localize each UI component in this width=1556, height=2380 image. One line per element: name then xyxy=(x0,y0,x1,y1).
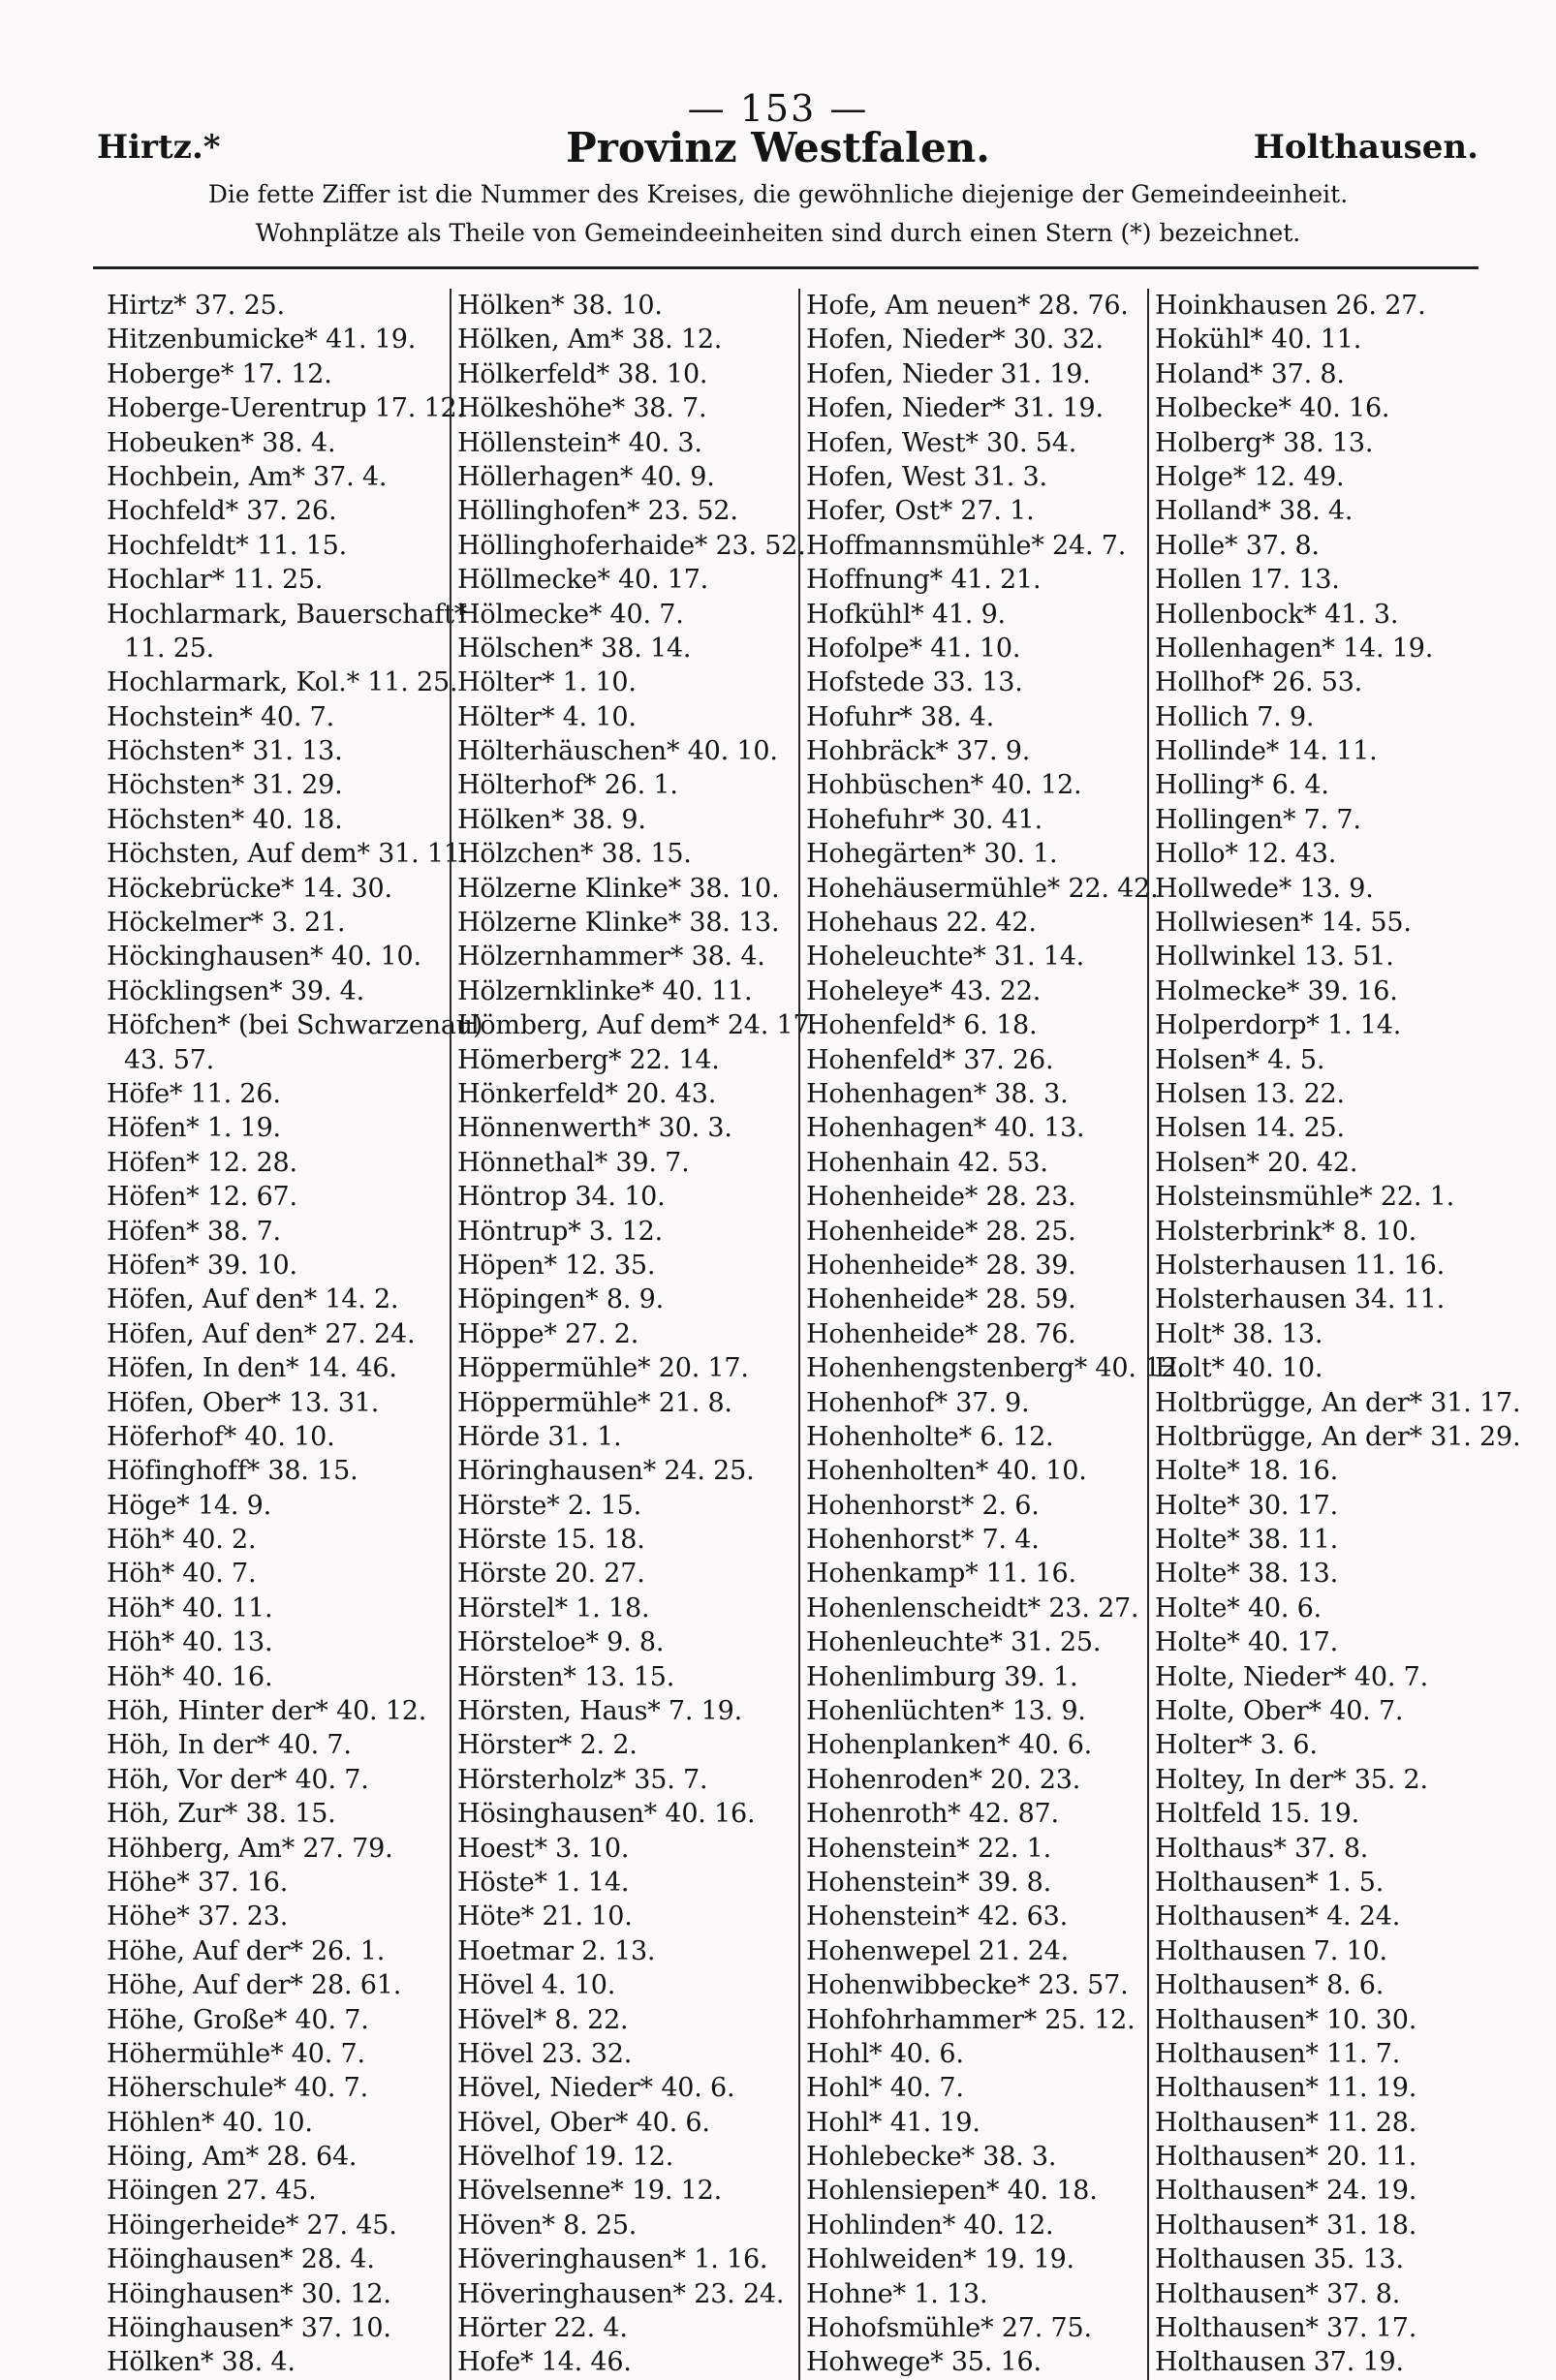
index-entry: Hörsten* 13. 15. xyxy=(457,1661,675,1692)
index-entry: Höh* 40. 11. xyxy=(107,1592,273,1623)
index-entry: Hohne* 1. 13. xyxy=(806,2278,988,2309)
page-number: — 153 — xyxy=(687,87,869,130)
index-entry: Höhermühle* 40. 7. xyxy=(107,2038,365,2069)
index-entry: Hohenhorst* 7. 4. xyxy=(806,1525,1040,1556)
index-entry: Hoest* 3. 10. xyxy=(457,1833,630,1864)
index-entry: Holte, Nieder* 40. 7. xyxy=(1155,1661,1429,1692)
index-entry: Holperdorp* 1. 14. xyxy=(1155,1010,1402,1041)
index-entry: Höhe* 37. 16. xyxy=(107,1867,289,1898)
index-entry: Holtfeld 15. 19. xyxy=(1155,1799,1360,1830)
explanation-line-2: Wohnplätze als Theile von Gemeindeeinheiten sind durch einen Stern (*) bezeichnet. xyxy=(255,219,1301,247)
index-entry: Hohenstein* 39. 8. xyxy=(806,1867,1052,1898)
index-entry: Holland* 38. 4. xyxy=(1155,496,1354,527)
index-entry: Höppermühle* 20. 17. xyxy=(457,1353,749,1384)
index-entry: Hohenhof* 37. 9. xyxy=(806,1387,1030,1418)
index-entry: Holsen* 20. 42. xyxy=(1155,1147,1358,1178)
index-entry: Hohenroden* 20. 23. xyxy=(806,1764,1081,1795)
index-entry: Holthausen* 4. 24. xyxy=(1155,1901,1401,1932)
index-entry: Hohbräck* 37. 9. xyxy=(806,736,1031,767)
index-entry: Hohenlüchten* 13. 9. xyxy=(806,1696,1086,1727)
index-entry: Holsterbrink* 8. 10. xyxy=(1155,1216,1416,1247)
index-entry: Hönnethal* 39. 7. xyxy=(457,1147,690,1178)
index-entry: Holte* 30. 17. xyxy=(1155,1490,1339,1521)
index-entry: Höfen, Ober* 13. 31. xyxy=(107,1387,380,1418)
index-entry: Hohenwibbecke* 23. 57. xyxy=(806,1970,1129,2001)
page-title: Provinz Westfalen. xyxy=(566,124,990,171)
index-entry: Holte* 40. 6. xyxy=(1155,1592,1323,1623)
index-entry: Hofen, West* 30. 54. xyxy=(806,427,1077,458)
index-entry: Hochlarmark, Bauerschaft* xyxy=(107,599,468,630)
index-entry: Hölzchen* 38. 15. xyxy=(457,839,692,870)
index-entry: Höven* 8. 25. xyxy=(457,2210,638,2241)
index-entry: Holthausen* 11. 7. xyxy=(1155,2038,1401,2069)
index-entry: Höchsten* 31. 13. xyxy=(107,736,343,767)
index-entry: Hölken* 38. 10. xyxy=(457,291,663,321)
index-entry: Hoberge* 17. 12. xyxy=(107,358,332,389)
index-entry: Hochstein* 40. 7. xyxy=(107,701,334,732)
header-rule xyxy=(93,266,1478,269)
index-entry: Hösinghausen* 40. 16. xyxy=(457,1799,756,1830)
index-entry: Höhberg, Am* 27. 79. xyxy=(107,1833,393,1864)
index-entry: Hölken, Am* 38. 12. xyxy=(457,325,723,355)
index-entry: Höh* 40. 2. xyxy=(107,1525,257,1556)
index-entry: Hofen, West 31. 3. xyxy=(806,461,1047,492)
index-entry: Holge* 12. 49. xyxy=(1155,461,1345,492)
index-entry: Hohenhagen* 38. 3. xyxy=(806,1078,1069,1109)
index-entry: Holthausen* 11. 19. xyxy=(1155,2073,1417,2104)
index-entry: Holberg* 38. 13. xyxy=(1155,427,1374,458)
index-column-1 xyxy=(101,289,483,2380)
index-entry: Hollo* 12. 43. xyxy=(1155,839,1337,870)
index-entry: Hohenholte* 6. 12. xyxy=(806,1421,1054,1452)
index-entry: Holthausen* 10. 30. xyxy=(1155,2004,1417,2035)
index-entry: Hörsten, Haus* 7. 19. xyxy=(457,1696,742,1727)
index-entry: Hitzenbumicke* 41. 19. xyxy=(107,325,417,355)
index-entry: Höhe* 37. 23. xyxy=(107,1901,289,1932)
index-entry: Hövelhof 19. 12. xyxy=(457,2142,674,2173)
index-entry: Höhe, Auf der* 26. 1. xyxy=(107,1935,386,1966)
index-entry: Hörsterholz* 35. 7. xyxy=(457,1764,708,1795)
index-entry: Hohbüschen* 40. 12. xyxy=(806,770,1082,801)
index-entry: Hochlar* 11. 25. xyxy=(107,565,324,596)
index-entry: Hoberge-Uerentrup 17. 12. xyxy=(107,393,465,424)
index-entry: Hoetmar 2. 13. xyxy=(457,1935,656,1966)
index-entry: Holte* 38. 13. xyxy=(1155,1559,1339,1590)
index-entry: Höcklingsen* 39. 4. xyxy=(107,975,365,1006)
index-entry: Höfen* 1. 19. xyxy=(107,1113,281,1144)
header-left-catchword: Hirtz.* xyxy=(97,128,221,167)
index-entry: Hofer, Ost* 27. 1. xyxy=(806,496,1035,527)
index-entry: Höfchen* (bei Schwarzenau) xyxy=(107,1010,483,1041)
index-entry: Holsen* 4. 5. xyxy=(1155,1044,1325,1075)
index-entry: Höfen* 38. 7. xyxy=(107,1216,281,1247)
index-entry: Holthausen* 20. 11. xyxy=(1155,2142,1417,2173)
index-entry: Hohenstein* 22. 1. xyxy=(806,1833,1052,1864)
index-entry: Hölmecke* 40. 7. xyxy=(457,599,684,630)
index-entry: Hollenbock* 41. 3. xyxy=(1155,599,1399,630)
index-entry: Holle* 37. 8. xyxy=(1155,530,1320,561)
index-entry: Holling* 6. 4. xyxy=(1155,770,1329,801)
index-entry: Hölter* 1. 10. xyxy=(457,667,637,698)
index-entry: Hölterhof* 26. 1. xyxy=(457,770,678,801)
index-entry: Hohenwepel 21. 24. xyxy=(806,1935,1069,1966)
index-entry: Hollingen* 7. 7. xyxy=(1155,804,1361,835)
index-entry: Holand* 37. 8. xyxy=(1155,358,1345,389)
index-entry: Hollich 7. 9. xyxy=(1155,701,1315,732)
index-entry: Holbecke* 40. 16. xyxy=(1155,393,1390,424)
index-entry: Höhe, Große* 40. 7. xyxy=(107,2004,369,2035)
index-entry: Hirtz* 37. 25. xyxy=(107,291,285,321)
index-entry: Hofe* 14. 46. xyxy=(457,2347,632,2378)
index-entry: Hohenhorst* 2. 6. xyxy=(806,1490,1040,1521)
index-entry: Höferhof* 40. 10. xyxy=(107,1421,335,1452)
index-entry: Holsen 13. 22. xyxy=(1155,1078,1345,1109)
index-entry: Hollwede* 13. 9. xyxy=(1155,873,1374,904)
index-entry: Hörste 15. 18. xyxy=(457,1525,645,1556)
index-entry: Hölzernhammer* 38. 4. xyxy=(457,942,765,973)
index-entry: Hokühl* 40. 11. xyxy=(1155,325,1362,355)
index-entry: Hohenlenscheidt* 23. 27. xyxy=(806,1592,1139,1623)
index-entry: Hoffmannsmühle* 24. 7. xyxy=(806,530,1127,561)
index-entry: Hohl* 40. 6. xyxy=(806,2038,964,2069)
index-entry: Hofen, Nieder* 31. 19. xyxy=(806,393,1104,424)
index-entry: Hohlebecke* 38. 3. xyxy=(806,2142,1057,2173)
index-entry: Hölzernklinke* 40. 11. xyxy=(457,975,753,1006)
index-entry: Höh* 40. 16. xyxy=(107,1661,273,1692)
index-entry: Höchsten* 40. 18. xyxy=(107,804,343,835)
index-entry: Höing, Am* 28. 64. xyxy=(107,2142,358,2173)
index-entry: Hölschen* 38. 14. xyxy=(457,633,692,664)
explanation-line-1: Die fette Ziffer ist die Nummer des Kreises, die gewöhnliche diejenige der Gemeindeeinheit. xyxy=(207,180,1349,208)
index-entry: Hofolpe* 41. 10. xyxy=(806,633,1021,664)
index-entry: Hobeuken* 38. 4. xyxy=(107,427,336,458)
index-entry: Hömerberg* 22. 14. xyxy=(457,1044,720,1075)
index-entry: Holte* 40. 17. xyxy=(1155,1627,1339,1658)
index-entry: 11. 25. xyxy=(124,633,215,664)
index-entry: Holsteinsmühle* 22. 1. xyxy=(1155,1182,1454,1213)
index-entry: Hohehäusermühle* 22. 42. xyxy=(806,873,1159,904)
index-entry: Hövelsenne* 19. 12. xyxy=(457,2176,723,2207)
index-entry: Höingen 27. 45. xyxy=(107,2176,317,2207)
index-entry: Hohl* 41. 19. xyxy=(806,2107,980,2138)
index-entry: Hohenheide* 28. 59. xyxy=(806,1284,1076,1315)
index-entry: Holtbrügge, An der* 31. 17. xyxy=(1155,1387,1521,1418)
index-entry: Hohenholten* 40. 10. xyxy=(806,1456,1087,1487)
index-entry: Hölzerne Klinke* 38. 13. xyxy=(457,908,780,939)
index-entry: Hörstel* 1. 18. xyxy=(457,1592,650,1623)
index-entry: Höfen* 12. 28. xyxy=(107,1147,297,1178)
index-entry: Höllmecke* 40. 17. xyxy=(457,565,709,596)
index-entry: Höllenstein* 40. 3. xyxy=(457,427,702,458)
index-entry: Hohenhengstenberg* 40. 12. xyxy=(806,1353,1186,1384)
index-entry: Hohlensiepen* 40. 18. xyxy=(806,2176,1098,2207)
index-entry: Hömberg, Auf dem* 24. 17. xyxy=(457,1010,818,1041)
index-entry: Höllinghoferhaide* 23. 52. xyxy=(457,530,806,561)
index-entry: Holte* 38. 11. xyxy=(1155,1525,1339,1556)
index-entry: Hohlinden* 40. 12. xyxy=(806,2210,1054,2241)
index-entry: Hohenhagen* 40. 13. xyxy=(806,1113,1085,1144)
index-entry: Hölkerfeld* 38. 10. xyxy=(457,358,708,389)
index-entry: Holthaus* 37. 8. xyxy=(1155,1833,1369,1864)
index-entry: Hörste 20. 27. xyxy=(457,1559,645,1590)
index-entry: Höfen* 12. 67. xyxy=(107,1182,297,1213)
index-entry: Hörter 22. 4. xyxy=(457,2313,628,2344)
index-entry: Höppe* 27. 2. xyxy=(457,1318,639,1349)
index-entry: Hohegärten* 30. 1. xyxy=(806,839,1058,870)
index-entry: Höppermühle* 21. 8. xyxy=(457,1387,732,1418)
index-entry: Höfen* 39. 10. xyxy=(107,1250,297,1281)
index-entry: Holthausen* 24. 19. xyxy=(1155,2176,1417,2207)
index-entry: Höge* 14. 9. xyxy=(107,1490,272,1521)
index-entry: Höntrup* 3. 12. xyxy=(457,1216,663,1247)
index-entry: Höllinghofen* 23. 52. xyxy=(457,496,738,527)
index-entry: Höingerheide* 27. 45. xyxy=(107,2210,397,2241)
index-entry: Holthausen 7. 10. xyxy=(1155,1935,1387,1966)
index-entry: Höllerhagen* 40. 9. xyxy=(457,461,715,492)
index-entry: Hölterhäuschen* 40. 10. xyxy=(457,736,778,767)
index-entry: Hollwinkel 13. 51. xyxy=(1155,942,1394,973)
index-entry: Holthausen* 1. 5. xyxy=(1155,1867,1385,1898)
index-entry: Hölken* 38. 9. xyxy=(457,804,646,835)
index-entry: Höhlen* 40. 10. xyxy=(107,2107,313,2138)
index-entry: Hörde 31. 1. xyxy=(457,1421,622,1452)
index-entry: Hohl* 40. 7. xyxy=(806,2073,964,2104)
index-entry: Hollhof* 26. 53. xyxy=(1155,667,1363,698)
index-entry: Hoheleye* 43. 22. xyxy=(806,975,1042,1006)
index-column-4 xyxy=(1147,289,1521,2380)
index-entry: Hohenplanken* 40. 6. xyxy=(806,1730,1093,1761)
index-entry: Hölzerne Klinke* 38. 10. xyxy=(457,873,780,904)
index-entry: Hövel, Nieder* 40. 6. xyxy=(457,2073,735,2104)
index-entry: Höntrop 34. 10. xyxy=(457,1182,666,1213)
index-entry: Hoffnung* 41. 21. xyxy=(806,565,1042,596)
index-entry: Hofe, Am neuen* 28. 76. xyxy=(806,291,1129,321)
index-entry: Höh* 40. 13. xyxy=(107,1627,273,1658)
index-entry: Höfen, Auf den* 14. 2. xyxy=(107,1284,399,1315)
index-entry: Holt* 38. 13. xyxy=(1155,1318,1323,1349)
index-entry: Holsen 14. 25. xyxy=(1155,1113,1345,1144)
index-entry: Höinghausen* 30. 12. xyxy=(107,2278,391,2309)
index-entry: Hövel 4. 10. xyxy=(457,1970,616,2001)
index-entry: Höherschule* 40. 7. xyxy=(107,2073,369,2104)
index-entry: Höinghausen* 37. 10. xyxy=(107,2313,391,2344)
index-entry: Holthausen* 8. 6. xyxy=(1155,1970,1385,2001)
index-entry: Holt* 40. 10. xyxy=(1155,1353,1323,1384)
index-entry: 43. 57. xyxy=(124,1044,215,1075)
index-entry: Hochfeld* 37. 26. xyxy=(107,496,337,527)
index-entry: Höh, In der* 40. 7. xyxy=(107,1730,352,1761)
index-entry: Hohefuhr* 30. 41. xyxy=(806,804,1043,835)
index-column-2 xyxy=(450,289,818,2380)
index-entry: Höh, Vor der* 40. 7. xyxy=(107,1764,369,1795)
index-entry: Hochlarmark, Kol.* 11. 25. xyxy=(107,667,458,698)
index-entry: Hölter* 4. 10. xyxy=(457,701,637,732)
index-entry: Höckebrücke* 14. 30. xyxy=(107,873,392,904)
index-entry: Hörster* 2. 2. xyxy=(457,1730,638,1761)
index-entry: Hövel* 8. 22. xyxy=(457,2004,629,2035)
index-entry: Hohenheide* 28. 39. xyxy=(806,1250,1076,1281)
index-entry: Hohenlimburg 39. 1. xyxy=(806,1661,1078,1692)
index-entry: Hohenstein* 42. 63. xyxy=(806,1901,1069,1932)
index-entry: Holmecke* 39. 16. xyxy=(1155,975,1398,1006)
index-entry: Höte* 21. 10. xyxy=(457,1901,633,1932)
index-entry: Holtbrügge, An der* 31. 29. xyxy=(1155,1421,1521,1452)
header-right-catchword: Holthausen. xyxy=(1253,128,1478,167)
index-entry: Hohfohrhammer* 25. 12. xyxy=(806,2004,1136,2035)
index-entry: Hofuhr* 38. 4. xyxy=(806,701,995,732)
index-entry: Hohenfeld* 37. 26. xyxy=(806,1044,1054,1075)
index-entry: Hofen, Nieder* 30. 32. xyxy=(806,325,1104,355)
index-column-3 xyxy=(798,289,1186,2380)
index-entry: Holsterhausen 11. 16. xyxy=(1155,1250,1445,1281)
index-entry: Holthausen 35. 13. xyxy=(1155,2244,1404,2275)
index-entry: Höchsten, Auf dem* 31. 11. xyxy=(107,839,469,870)
index-entry: Höckinghausen* 40. 10. xyxy=(107,942,421,973)
index-entry: Hoinkhausen 26. 27. xyxy=(1155,291,1426,321)
index-entry: Holter* 3. 6. xyxy=(1155,1730,1318,1761)
index-columns xyxy=(101,289,1521,2378)
index-entry: Hollwiesen* 14. 55. xyxy=(1155,908,1412,939)
index-entry: Holsterhausen 34. 11. xyxy=(1155,1284,1445,1315)
index-entry: Holthausen* 31. 18. xyxy=(1155,2210,1417,2241)
index-entry: Hofkühl* 41. 9. xyxy=(806,599,1006,630)
index-entry: Hönkerfeld* 20. 43. xyxy=(457,1078,717,1109)
index-entry: Holthausen* 11. 28. xyxy=(1155,2107,1417,2138)
index-entry: Hölken* 38. 4. xyxy=(107,2347,296,2378)
index-entry: Hohwege* 35. 16. xyxy=(806,2347,1042,2378)
index-entry: Höh* 40. 7. xyxy=(107,1559,257,1590)
index-entry: Hohenhain 42. 53. xyxy=(806,1147,1048,1178)
index-entry: Hoheleuchte* 31. 14. xyxy=(806,942,1085,973)
index-entry: Holthausen* 37. 8. xyxy=(1155,2278,1401,2309)
index-entry: Höckelmer* 3. 21. xyxy=(107,908,346,939)
index-entry: Hohenheide* 28. 76. xyxy=(806,1318,1076,1349)
index-entry: Hörste* 2. 15. xyxy=(457,1490,641,1521)
index-entry: Hohenroth* 42. 87. xyxy=(806,1799,1059,1830)
index-entry: Holte* 18. 16. xyxy=(1155,1456,1339,1487)
index-entry: Hochfeldt* 11. 15. xyxy=(107,530,347,561)
index-entry: Höinghausen* 28. 4. xyxy=(107,2244,375,2275)
index-entry: Holtey, In der* 35. 2. xyxy=(1155,1764,1428,1795)
index-entry: Holthausen* 37. 17. xyxy=(1155,2313,1417,2344)
index-entry: Höh, Zur* 38. 15. xyxy=(107,1799,336,1830)
index-entry: Hohenheide* 28. 23. xyxy=(806,1182,1076,1213)
index-entry: Höveringhausen* 23. 24. xyxy=(457,2278,785,2309)
index-entry: Höfinghoff* 38. 15. xyxy=(107,1456,358,1487)
index-entry: Höfen, In den* 14. 46. xyxy=(107,1353,397,1384)
index-entry: Hohofsmühle* 27. 75. xyxy=(806,2313,1092,2344)
index-entry: Höh, Hinter der* 40. 12. xyxy=(107,1696,427,1727)
index-entry: Höfen, Auf den* 27. 24. xyxy=(107,1318,416,1349)
index-entry: Hohenheide* 28. 25. xyxy=(806,1216,1076,1247)
index-entry: Hörsteloe* 9. 8. xyxy=(457,1627,665,1658)
index-entry: Hollinde* 14. 11. xyxy=(1155,736,1378,767)
index-entry: Höste* 1. 14. xyxy=(457,1867,630,1898)
index-entry: Hohenleuchte* 31. 25. xyxy=(806,1627,1102,1658)
index-entry: Holthausen 37. 19. xyxy=(1155,2347,1404,2378)
index-entry: Hönnenwerth* 30. 3. xyxy=(457,1113,732,1144)
index-entry: Höchsten* 31. 29. xyxy=(107,770,343,801)
index-entry: Höhe, Auf der* 28. 61. xyxy=(107,1970,402,2001)
index-entry: Höringhausen* 24. 25. xyxy=(457,1456,755,1487)
index-entry: Höveringhausen* 1. 16. xyxy=(457,2244,768,2275)
index-entry: Hochbein, Am* 37. 4. xyxy=(107,461,388,492)
index-entry: Höpen* 12. 35. xyxy=(457,1250,656,1281)
index-entry: Holte, Ober* 40. 7. xyxy=(1155,1696,1404,1727)
index-entry: Hollen 17. 13. xyxy=(1155,565,1340,596)
index-entry: Hohlweiden* 19. 19. xyxy=(806,2244,1074,2275)
index-entry: Hohehaus 22. 42. xyxy=(806,908,1037,939)
index-entry: Hofen, Nieder 31. 19. xyxy=(806,358,1091,389)
index-entry: Höpingen* 8. 9. xyxy=(457,1284,664,1315)
index-entry: Hollenhagen* 14. 19. xyxy=(1155,633,1434,664)
index-entry: Höfe* 11. 26. xyxy=(107,1078,281,1109)
index-entry: Hohenfeld* 6. 18. xyxy=(806,1010,1038,1041)
index-entry: Hölkeshöhe* 38. 7. xyxy=(457,393,707,424)
index-entry: Hövel 23. 32. xyxy=(457,2038,633,2069)
index-entry: Hövel, Ober* 40. 6. xyxy=(457,2107,710,2138)
index-entry: Hofstede 33. 13. xyxy=(806,667,1023,698)
index-entry: Hohenkamp* 11. 16. xyxy=(806,1559,1076,1590)
